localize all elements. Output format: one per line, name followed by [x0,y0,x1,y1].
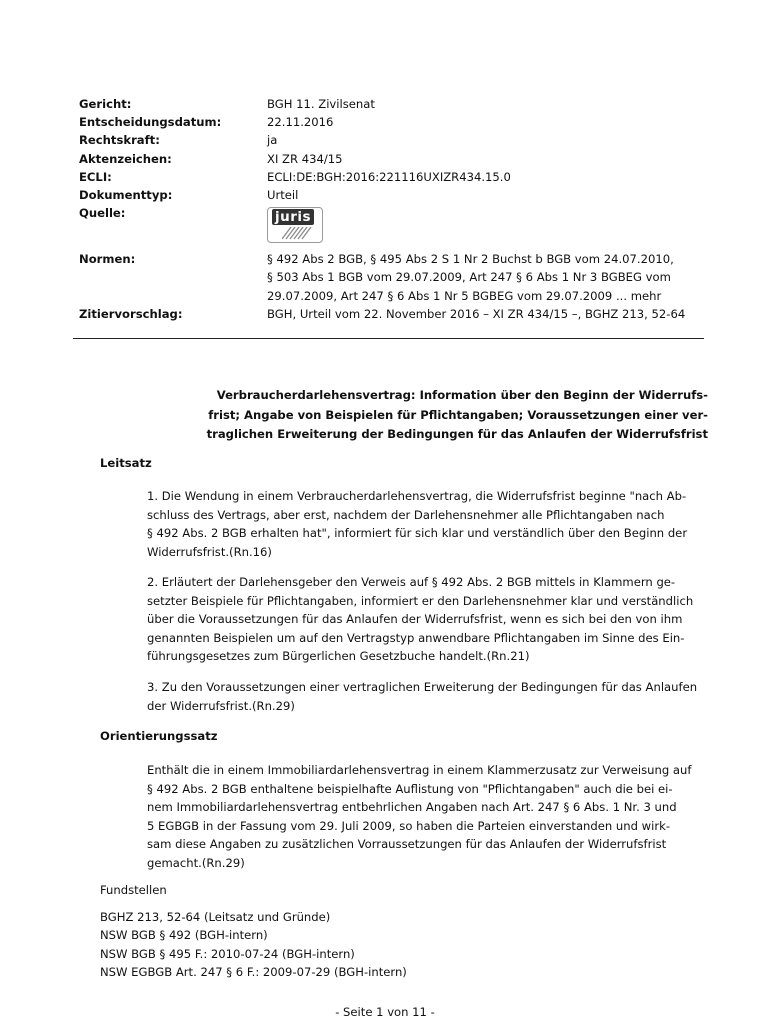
text-line: 1. Die Wendung in einem Verbraucherdarlehensvertrag, die Widerrufsfrist beginne "nach Ab- [147,489,687,503]
juris-logo[interactable] [267,207,323,243]
text-line: Enthält die in einem Immobiliardarlehensvertrag in einem Klammerzusatz zur Verweisung auf [147,763,692,777]
leitsatz-paragraph-3 [147,678,700,715]
normen-line[interactable]: 29.07.2009, Art 247 § 6 Abs 1 Nr 5 BGBEG vom 29.07.2009 ... mehr [267,288,662,303]
meta-value: BGH 11. Zivilsenat [267,97,375,111]
meta-label: Entscheidungsdatum: [79,115,222,130]
meta-row-rechtskraft [79,131,699,149]
juris-logo-graphic [282,227,316,240]
title-line: frist; Angabe von Beispielen für Pflichtangaben; Voraussetzungen einer ver- [208,407,708,422]
text-line: genannten Beispielen um auf den Vertragstyp anwendbare Pflichtangaben im Sinne des Ein- [147,630,685,645]
meta-label: Quelle: [79,206,126,221]
fundstellen-heading: Fundstellen [100,883,167,897]
meta-value: Urteil [267,188,299,203]
meta-row-quelle [79,204,699,250]
list-item: NSW BGB § 495 F.: 2010-07-24 (BGH-intern) [100,946,355,961]
meta-row-gericht [79,95,699,113]
meta-label: Aktenzeichen: [79,151,172,166]
meta-row-dokumenttyp [79,186,699,204]
title-line: traglichen Erweiterung der Bedingungen für das Anlaufen der Widerrufsfrist [206,427,708,441]
list-item: BGHZ 213, 52-64 (Leitsatz und Gründe) [100,910,331,924]
text-line: gemacht.(Rn.29) [147,855,245,870]
normen-line: § 492 Abs 2 BGB, § 495 Abs 2 S 1 Nr 2 Buchst b BGB vom 24.07.2010, [267,252,674,267]
list-item: NSW BGB § 492 (BGH-intern) [100,928,268,943]
meta-row-ecli [79,168,699,186]
text-line: der Widerrufsfrist.(Rn.29) [147,698,295,713]
list-item: NSW EGBGB Art. 247 § 6 F.: 2009-07-29 (BGH-intern) [100,964,407,979]
meta-row-aktenzeichen [79,150,699,168]
text-line: führungsgesetzes zum Bürgerlichen Gesetzbuche handelt.(Rn.21) [147,649,530,663]
leitsatz-heading: Leitsatz [100,456,152,470]
text-line: über die Voraussetzungen für das Anlaufen der Widerrufsfrist, wenn es sich bei den von ihm [147,612,683,626]
meta-value: ECLI:DE:BGH:2016:221116UXIZR434.15.0 [267,169,511,184]
text-line: 5 EGBGB in der Fassung vom 29. Juli 2009, so haben die Parteien einverstanden und wirk- [147,818,671,833]
metadata-table [79,95,699,323]
text-line: setzter Beispiele für Pflichtangaben, informiert er den Darlehensnehmer klar und verständlich [147,593,694,608]
decision-title [182,386,708,445]
meta-label: ECLI: [79,169,112,184]
text-line: 2. Erläutert der Darlehensgeber den Verweis auf § 492 Abs. 2 BGB mittels in Klammern ge- [147,575,676,589]
text-line: § 492 Abs. 2 BGB erhalten hat", informiert für sich klar und verständlich über den Beginn der [147,526,688,540]
meta-label: Zitiervorschlag: [79,306,183,321]
text-line: Widerrufsfrist.(Rn.16) [147,544,272,559]
text-line: § 492 Abs. 2 BGB enthaltene beispielhafte Auflistung von "Pflichtangaben" auch die bei ei- [147,781,673,796]
meta-value: ja [267,133,278,148]
meta-label: Rechtskraft: [79,133,160,148]
text-line: schluss des Vertrags, aber erst, nachdem der Darlehensnehmer alle Pflichtangaben nach [147,507,665,522]
leitsatz-paragraph-1 [147,487,700,561]
orientierungssatz-paragraph [147,761,700,872]
meta-label: Gericht: [79,97,132,111]
meta-value: XI ZR 434/15 [267,151,343,166]
text-line: 3. Zu den Voraussetzungen einer vertraglichen Erweiterung der Bedingungen für das Anlaufen [147,680,698,694]
meta-value-normen [267,250,699,305]
text-line: sam diese Angaben zu zusätzlichen Vorraussetzungen für das Anlaufen der Widerrufsfrist [147,837,667,851]
meta-value: 22.11.2016 [267,115,334,130]
juris-logo-text: juris [272,209,314,225]
page-number: - Seite 1 von 11 - [335,1005,435,1019]
meta-label: Dokumenttyp: [79,188,173,203]
meta-row-datum [79,113,699,131]
meta-label: Normen: [79,252,136,267]
meta-value: BGH, Urteil vom 22. November 2016 – XI ZR 434/15 –, BGHZ 213, 52-64 [267,306,686,321]
meta-row-zitiervorschlag [79,305,699,323]
normen-line: § 503 Abs 1 BGB vom 29.07.2009, Art 247 § 6 Abs 1 Nr 3 BGBEG vom [267,270,671,285]
text-line: nem Immobiliardarlehensvertrag entbehrlichen Angaben nach Art. 247 § 6 Abs. 1 Nr. 3 und [147,800,677,814]
fundstellen-list [100,908,407,981]
leitsatz-paragraph-2 [147,573,700,666]
title-line: Verbraucherdarlehensvertrag: Information über den Beginn der Widerrufs- [216,388,708,402]
meta-row-normen [79,250,699,305]
orientierungssatz-heading: Orientierungssatz [100,729,218,743]
divider [73,338,704,339]
